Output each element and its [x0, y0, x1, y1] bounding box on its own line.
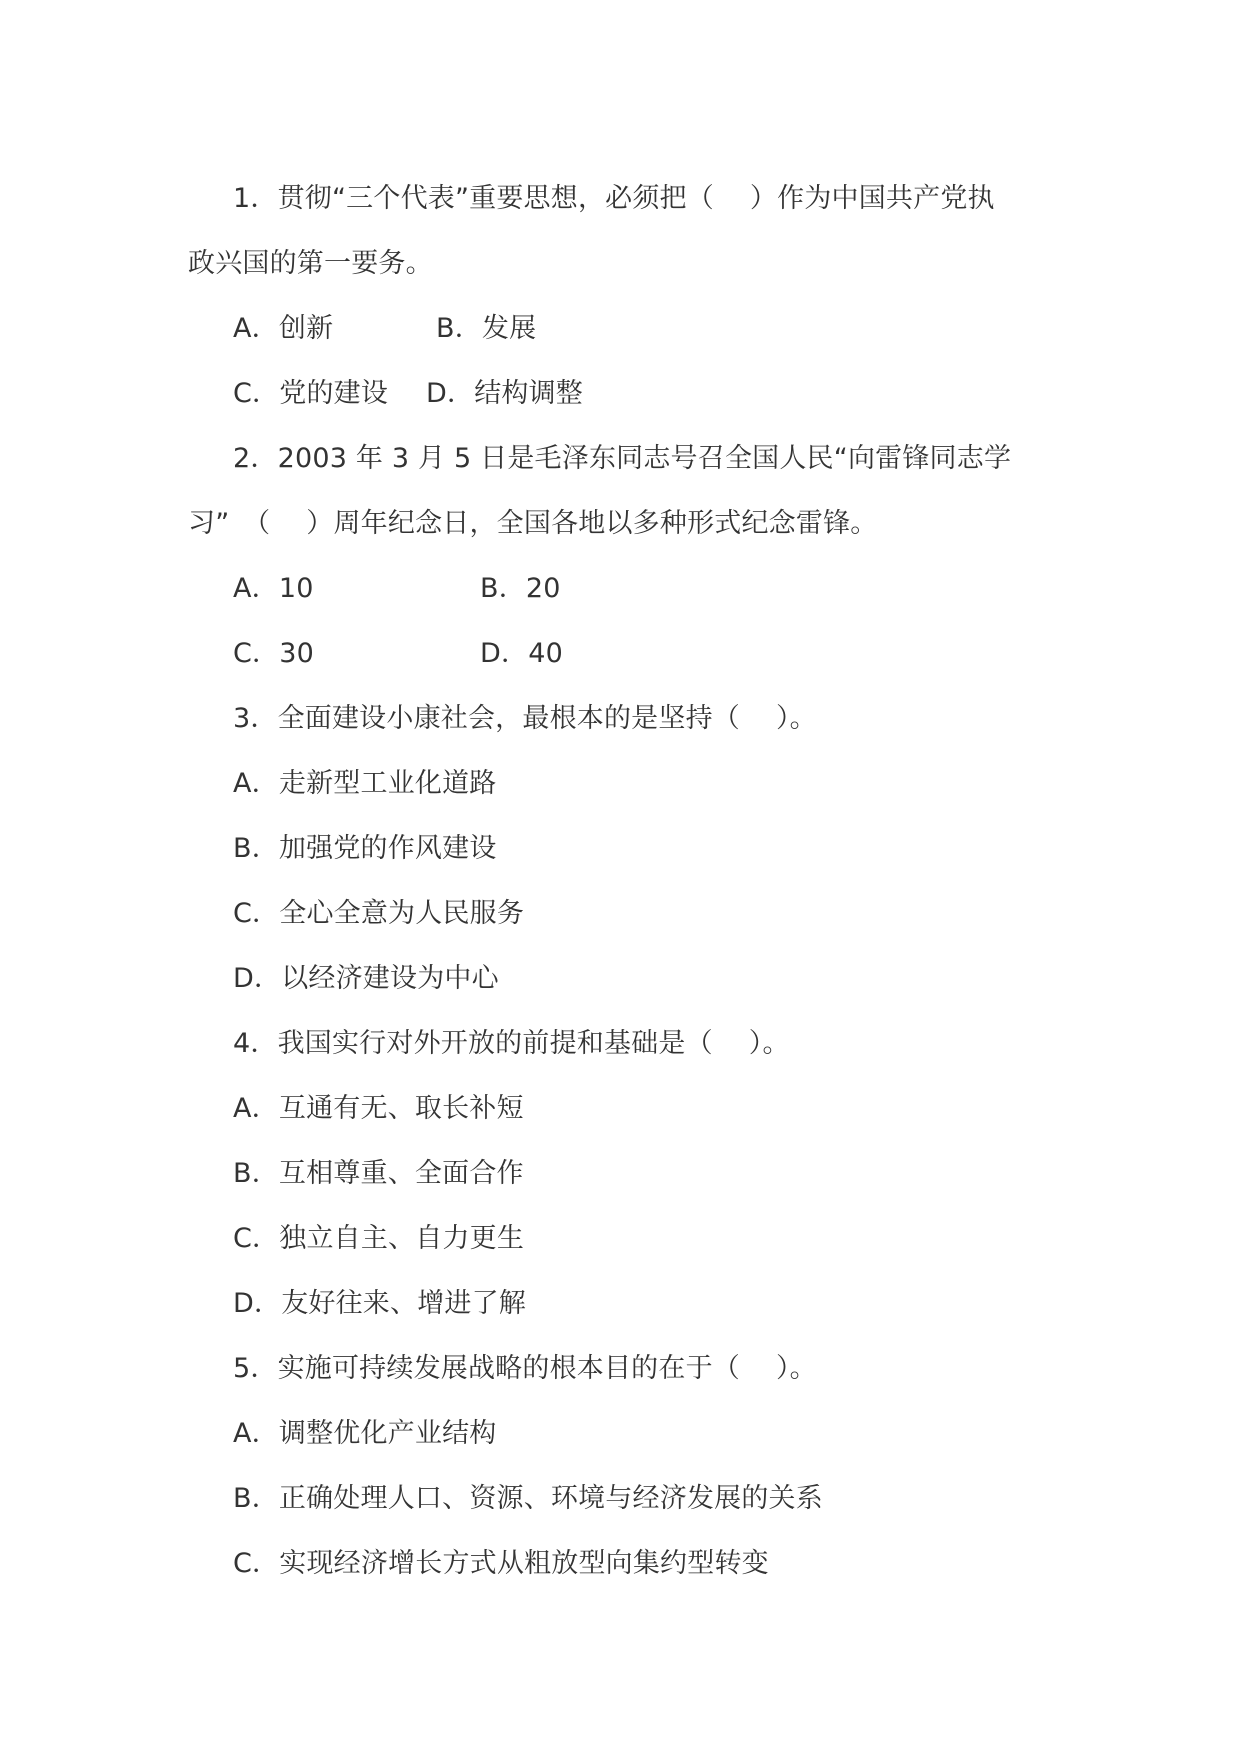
question-3-stem: 3．全面建设小康社会，最根本的是坚持（ ）。	[233, 703, 817, 734]
question-5-option-c: C．实现经济增长方式从粗放型向集约型转变	[233, 1548, 769, 1579]
question-3-option-c: C．全心全意为人民服务	[233, 898, 525, 929]
question-5-stem: 5．实施可持续发展战略的根本目的在于（ ）。	[233, 1353, 817, 1384]
question-4-option-d: D．友好往来、增进了解	[233, 1288, 526, 1319]
question-2-option-b: B．20	[480, 573, 561, 604]
question-4-option-b: B．互相尊重、全面合作	[233, 1158, 524, 1189]
question-1-options-row-1	[188, 296, 1048, 361]
question-2-option-a: A．10	[233, 573, 314, 604]
question-5-option-b: B．正确处理人口、资源、环境与经济发展的关系	[233, 1483, 823, 1514]
question-2-stem-line-1: 2．2003 年 3 月 5 日是毛泽东同志号召全国人民“向雷锋同志学	[233, 443, 1012, 474]
question-3-option-d: D．以经济建设为中心	[233, 963, 499, 994]
question-2-option-c: C．30	[233, 638, 315, 669]
question-1-option-b: B．发展	[436, 313, 537, 344]
question-1-stem-line-1: 1．贯彻“三个代表”重要思想，必须把（ ）作为中国共产党执	[233, 183, 995, 214]
question-4-option-a: A．互通有无、取长补短	[233, 1093, 524, 1124]
question-list	[188, 166, 1048, 1596]
question-1-option-c: C．党的建设	[233, 378, 389, 409]
question-2-stem-line-2: 习” （ ）周年纪念日，全国各地以多种形式纪念雷锋。	[188, 508, 878, 539]
question-1-option-a: A．创新	[233, 313, 334, 344]
question-2-options-row-1	[188, 556, 1048, 621]
question-3-option-b: B．加强党的作风建设	[233, 833, 497, 864]
question-2-option-d: D．40	[480, 638, 563, 669]
question-1-options-row-2	[188, 361, 1048, 426]
question-4-stem: 4．我国实行对外开放的前提和基础是（ ）。	[233, 1028, 790, 1059]
question-1-stem-line-2: 政兴国的第一要务。	[188, 248, 433, 279]
question-5-option-a: A．调整优化产业结构	[233, 1418, 497, 1449]
question-3-option-a: A．走新型工业化道路	[233, 768, 497, 799]
question-4-option-c: C．独立自主、自力更生	[233, 1223, 525, 1254]
question-2-options-row-2	[188, 621, 1048, 686]
question-1-option-d: D．结构调整	[426, 378, 583, 409]
